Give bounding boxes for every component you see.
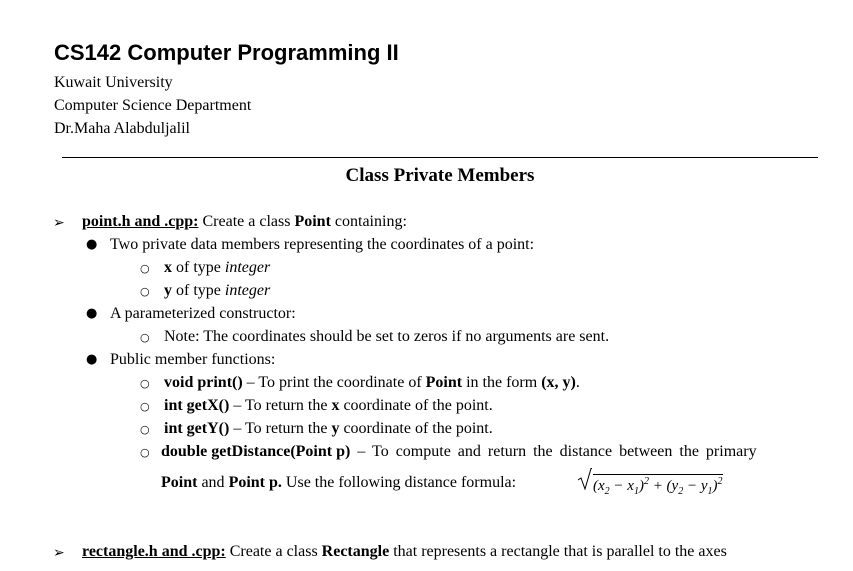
circle-bullet-icon: ○: [140, 331, 150, 344]
function-desc: and: [197, 474, 229, 491]
member-name: y: [164, 282, 172, 299]
function-desc: Use the following distance formula:: [281, 474, 517, 491]
bullet-dot-icon: ●: [86, 306, 98, 321]
circle-bullet-icon: ○: [140, 377, 150, 390]
function-desc: coordinate of the point.: [339, 397, 493, 414]
function-desc: – To compute and return the distance between the primary: [350, 443, 757, 460]
function-signature: double getDistance(Point p): [161, 443, 351, 460]
square-root-icon: [578, 468, 592, 490]
function-print: [164, 374, 580, 392]
member-type: integer: [224, 282, 271, 299]
point-task-intro: [82, 213, 407, 231]
function-signature: void print(): [164, 374, 243, 391]
bullet-text: Public member functions:: [110, 351, 276, 368]
function-getx: [164, 397, 493, 415]
bullet-dot-icon: ●: [86, 237, 98, 252]
function-desc: in the form: [462, 374, 542, 391]
function-desc-bold: y: [331, 420, 340, 437]
member-text: of type: [172, 259, 225, 276]
note-text: Note: The coordinates should be set to zeros if no arguments are sent.: [164, 328, 610, 345]
member-name: x: [164, 259, 172, 276]
department-name: Computer Science Department: [54, 97, 252, 114]
point-filename: point.h and .cpp:: [82, 213, 199, 230]
arrow-bullet-icon: ➢: [53, 215, 65, 231]
intro-text: Create a class: [202, 213, 295, 230]
function-desc: – To return the: [229, 397, 332, 414]
member-x: [164, 259, 270, 277]
circle-bullet-icon: ○: [140, 446, 150, 459]
function-signature: int getY(): [164, 420, 230, 437]
function-desc-bold: Point: [161, 474, 198, 491]
course-title: CS142 Computer Programming II: [54, 40, 399, 65]
circle-bullet-icon: ○: [140, 400, 150, 413]
circle-bullet-icon: ○: [140, 262, 150, 275]
intro-text: Create a class: [229, 543, 322, 560]
intro-text: that represents a rectangle that is parallel to the axes: [389, 543, 727, 560]
rectangle-task-intro: [82, 543, 727, 561]
instructor-name: Dr.Maha Alabduljalil: [54, 120, 190, 137]
function-desc-bold: (x, y): [541, 374, 576, 391]
function-desc: .: [575, 374, 580, 391]
member-text: of type: [172, 282, 225, 299]
bullet-text: Two private data members representing the coordinates of a point:: [110, 236, 535, 253]
university-name: Kuwait University: [54, 74, 173, 91]
function-desc-bold: Point: [425, 374, 463, 391]
function-desc-bold: Point p.: [228, 474, 282, 491]
function-desc-bold: x: [331, 397, 340, 414]
function-getdistance-line2: [161, 474, 516, 492]
bullet-text: A parameterized constructor:: [110, 305, 296, 322]
section-title: Class Private Members: [345, 165, 535, 186]
function-gety: [164, 420, 493, 438]
intro-text: containing:: [330, 213, 407, 230]
bullet-dot-icon: ●: [86, 352, 98, 367]
class-name: Point: [294, 213, 331, 230]
function-getdistance: [161, 443, 825, 461]
member-type: integer: [224, 259, 271, 276]
function-desc: – To return the: [229, 420, 332, 437]
function-signature: int getX(): [164, 397, 230, 414]
circle-bullet-icon: ○: [140, 285, 150, 298]
circle-bullet-icon: ○: [140, 423, 150, 436]
horizontal-rule: [62, 157, 818, 158]
member-y: [164, 282, 270, 300]
distance-formula: $(x_2 - x_1)^2 + (y_2 - y_1)^2$: [578, 474, 723, 497]
class-name: Rectangle: [321, 543, 390, 560]
function-desc: coordinate of the point.: [339, 420, 493, 437]
arrow-bullet-icon: ➢: [53, 545, 65, 561]
function-desc: – To print the coordinate of: [242, 374, 426, 391]
rectangle-filename: rectangle.h and .cpp:: [82, 543, 226, 560]
